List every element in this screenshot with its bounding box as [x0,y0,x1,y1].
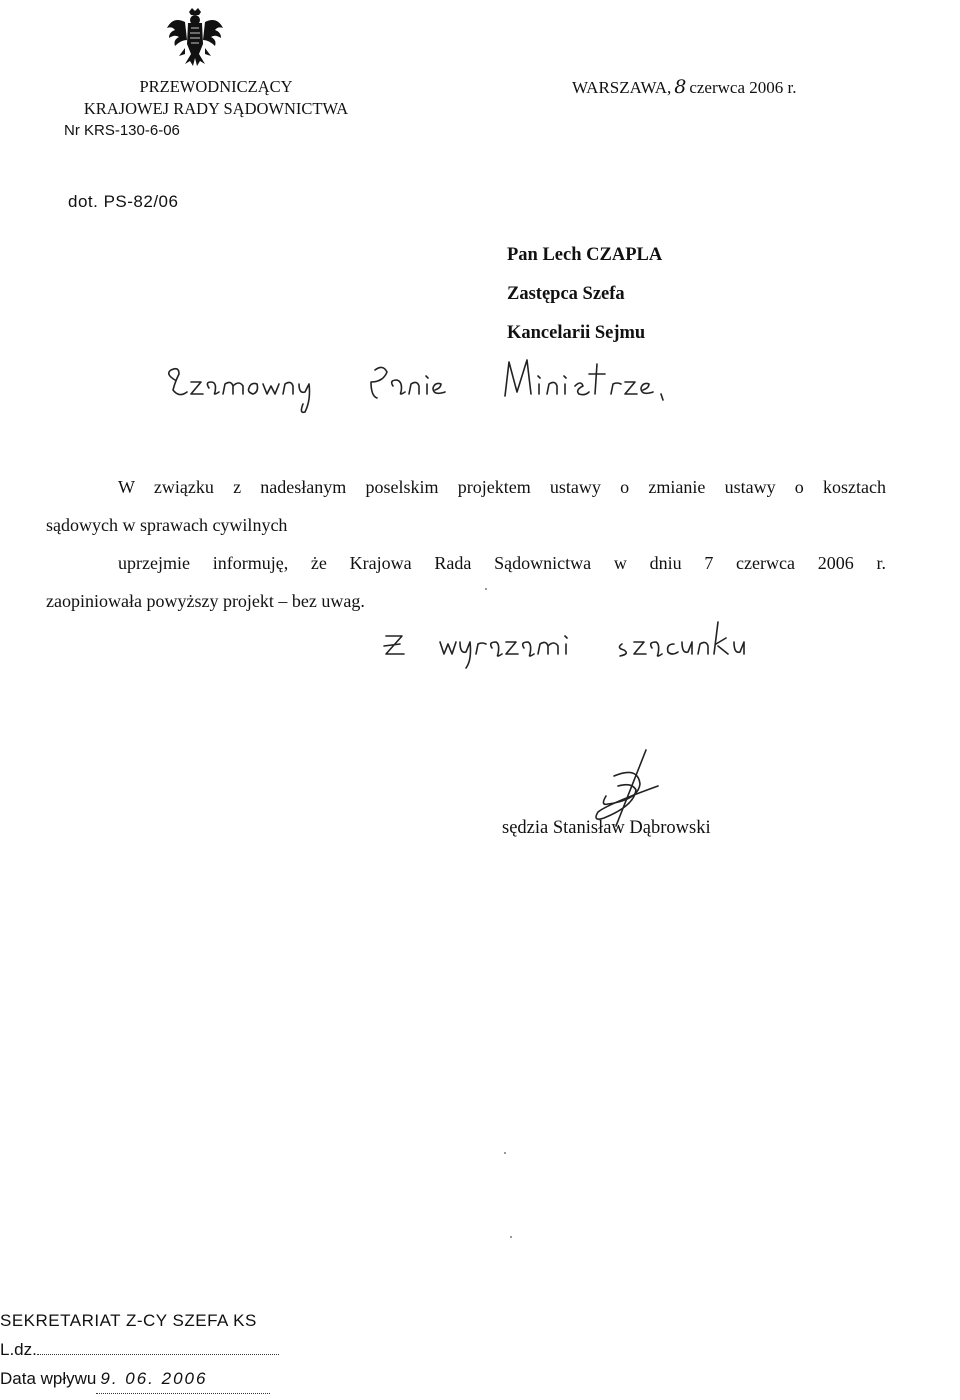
body-para2-line2: zaopiniowała powyższy projekt – bez uwag. [46,591,365,611]
scan-speck [485,588,487,590]
stamp-ldz-line [37,1354,279,1355]
body-para1-line1: W związku z nadesłanym poselskim projektem ustawy o zmianie ustawy o kosztach [118,477,886,497]
recipient-office: Kancelarii Sejmu [507,323,646,343]
stamp-ldz-label: L.dz. [0,1340,37,1359]
incoming-stamp [0,1306,300,1394]
recipient-name: Pan Lech CZAPLA [507,245,663,265]
stamp-date-label: Data wpływu [0,1369,97,1388]
reference-number: Nr KRS-130-6-06 [64,122,180,139]
sender-title: PRZEWODNICZĄCY [139,77,293,96]
in-reply-reference: dot. PS-82/06 [68,192,179,211]
scan-speck [510,1236,512,1238]
recipient-title: Zastępca Szefa [507,284,625,304]
sender-institution: KRAJOWEJ RADY SĄDOWNICTWA [83,99,349,118]
body-para1-line2: sądowych w sprawach cywilnych [46,515,288,535]
polish-eagle-emblem-icon [163,6,227,70]
stamp-date-value: 9. 06. 2006 [100,1369,208,1388]
stamp-ldz-row [0,1335,300,1364]
recipient-block [507,236,662,353]
stamp-title: SEKRETARIAT Z-CY SZEFA KS [0,1311,257,1330]
stamp-date-row [0,1364,300,1394]
body-para2-line1: uprzejmie informuję, że Krajowa Rada Sądownictwa w dniu 7 czerwca 2006 r. [118,553,886,573]
place-date [572,76,796,98]
city-name: WARSZAWA, [572,78,672,97]
stamp-date-line [96,1364,270,1394]
date-rest: czerwca 2006 r. [689,78,797,97]
scan-speck [504,1152,506,1154]
handwritten-day: 8 [674,76,687,98]
handwritten-closing [380,614,890,670]
handwritten-salutation [165,352,925,422]
signer-name: sędzia Stanisław Dąbrowski [502,818,711,838]
letter-body [46,468,886,620]
sender-block [46,76,386,142]
